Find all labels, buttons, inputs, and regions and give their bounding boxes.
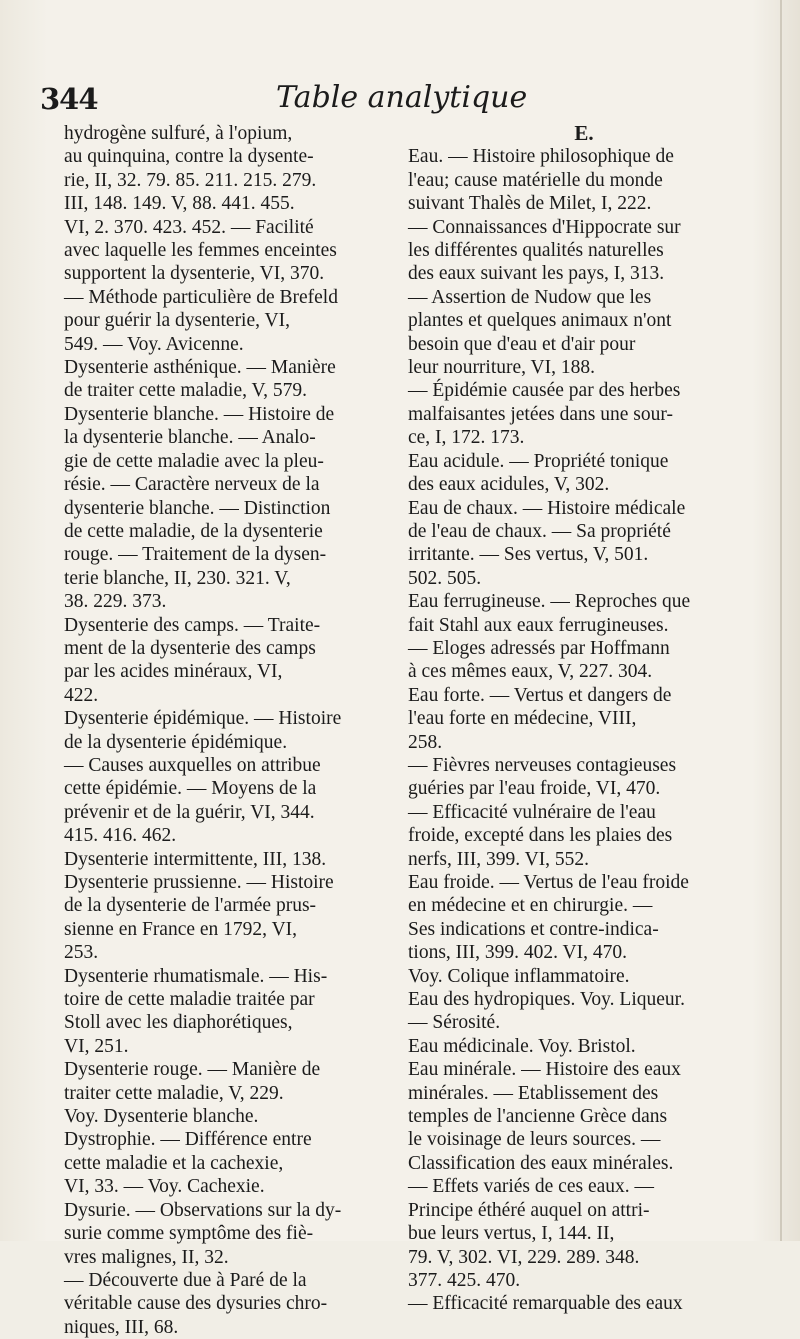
index-entry: [64, 1199, 398, 1339]
entry-line: Eau médicinale. Voy. Bristol.: [408, 1035, 636, 1057]
index-entry: [408, 590, 760, 684]
entry-line: tions, III, 399. 402. VI, 470.: [408, 942, 628, 964]
entry-line: rouge. — Traitement de la dysen-: [64, 544, 327, 566]
entry-line: le voisinage de leurs sources. —: [408, 1129, 661, 1151]
entry-line: rie, II, 32. 79. 85. 211. 215. 279.: [64, 169, 317, 191]
entry-line: supportent la dysenterie, VI, 370.: [64, 263, 325, 285]
entry-line: Principe éthéré auquel on attri-: [408, 1199, 650, 1221]
entry-line: 253.: [64, 942, 99, 964]
index-entry: [64, 356, 398, 403]
entry-line: besoin que d'eau et d'air pour: [408, 333, 636, 355]
entry-line: — Assertion de Nudow que les: [408, 286, 652, 308]
entry-line: — Épidémie causée par des herbes: [408, 380, 681, 402]
entry-line: Classification des eaux minérales.: [408, 1152, 674, 1174]
entry-line: — Eloges adressés par Hoffmann: [408, 637, 670, 659]
entry-line: VI, 33. — Voy. Cachexie.: [64, 1176, 265, 1198]
entry-line: ce, I, 172. 173.: [408, 427, 525, 449]
entry-line: les différentes qualités naturelles: [408, 240, 664, 262]
page-header: [40, 80, 760, 124]
entry-line: 502. 505.: [408, 567, 482, 589]
entry-line: résie. — Caractère nerveux de la: [64, 474, 320, 496]
entry-line: Dysenterie des camps. — Traite-: [64, 614, 321, 636]
entry-line: temples de l'ancienne Grèce dans: [408, 1106, 668, 1128]
entry-line: — Méthode particulière de Brefeld: [64, 286, 338, 308]
entry-line: Dysenterie rhumatismale. — His-: [64, 965, 328, 987]
entry-line: Eau ferrugineuse. — Reproches que: [408, 591, 691, 613]
entry-line: Eau. — Histoire philosophique de: [408, 146, 674, 168]
index-entry: [64, 1058, 398, 1128]
index-entry: [64, 122, 398, 356]
entry-line: l'eau; cause matérielle du monde: [408, 169, 663, 191]
entry-line: Eau froide. — Vertus de l'eau froide: [408, 872, 689, 893]
entry-line: de cette maladie, de la dysenterie: [64, 520, 323, 542]
entry-line: gie de cette maladie avec la pleu-: [64, 450, 324, 472]
index-entry: [64, 871, 398, 965]
index-entry: [408, 1058, 760, 1315]
entry-line: prévenir et de la guérir, VI, 344.: [64, 801, 315, 823]
entry-line: 415. 416. 462.: [64, 825, 177, 847]
entry-line: la dysenterie blanche. — Analo-: [64, 427, 316, 449]
entry-line: des eaux acidules, V, 302.: [408, 474, 610, 496]
entry-line: minérales. — Etablissement des: [408, 1082, 659, 1104]
index-entry: [64, 848, 398, 871]
entry-line: Eau forte. — Vertus et dangers de: [408, 684, 672, 706]
right-column: [408, 122, 760, 1316]
entry-line: fait Stahl aux eaux ferrugineuses.: [408, 614, 669, 636]
entry-line: froide, excepté dans les plaies des: [408, 825, 673, 847]
entry-line: Dysenterie asthénique. — Manière: [64, 357, 336, 379]
index-entry: [64, 614, 398, 708]
entry-line: 38. 229. 373.: [64, 591, 167, 613]
entry-line: en médecine et en chirurgie. —: [408, 895, 653, 917]
entry-line: vres malignes, II, 32.: [64, 1246, 229, 1268]
entry-line: Eau minérale. — Histoire des eaux: [408, 1059, 681, 1081]
page-edge: [780, 0, 782, 1241]
entry-line: surie comme symptôme des fiè-: [64, 1223, 314, 1245]
entry-line: Dysenterie prussienne. — Histoire: [64, 872, 334, 893]
entry-line: irritante. — Ses vertus, V, 501.: [408, 544, 649, 566]
entry-line: — Sérosité.: [408, 1012, 501, 1034]
entry-line: Eau des hydropiques. Voy. Liqueur.: [408, 989, 685, 1011]
index-entry: [408, 988, 760, 1035]
entry-line: guéries par l'eau froide, VI, 470.: [408, 778, 661, 800]
entry-line: avec laquelle les femmes enceintes: [64, 240, 337, 262]
entry-line: nerfs, III, 399. VI, 552.: [408, 848, 590, 870]
entry-line: Dysenterie rouge. — Manière de: [64, 1059, 321, 1081]
entry-line: leur nourriture, VI, 188.: [408, 357, 596, 379]
entry-line: Stoll avec les diaphorétiques,: [64, 1012, 293, 1034]
index-entry: [64, 965, 398, 1059]
entry-line: 377. 425. 470.: [408, 1269, 521, 1291]
entry-line: — Efficacité remarquable des eaux: [408, 1293, 683, 1315]
entry-line: au quinquina, contre la dysente-: [64, 146, 314, 168]
running-title: Table analytique: [276, 80, 528, 115]
entry-line: de l'eau de chaux. — Sa propriété: [408, 520, 671, 542]
entry-line: pour guérir la dysenterie, VI,: [64, 310, 290, 332]
entry-line: — Effets variés de ces eaux. —: [408, 1176, 655, 1198]
entry-line: niques, III, 68.: [64, 1316, 179, 1338]
entry-line: cette épidémie. — Moyens de la: [64, 778, 317, 800]
entry-line: l'eau forte en médecine, VIII,: [408, 708, 637, 730]
entry-line: — Causes auxquelles on attribue: [64, 754, 321, 776]
index-entry: [408, 145, 760, 449]
entry-line: de traiter cette maladie, V, 579.: [64, 380, 307, 402]
entry-line: VI, 2. 370. 423. 452. — Facilité: [64, 216, 314, 238]
entry-line: cette maladie et la cachexie,: [64, 1152, 284, 1174]
entry-line: — Connaissances d'Hippocrate sur: [408, 216, 681, 238]
entry-line: Voy. Dysenterie blanche.: [64, 1106, 259, 1128]
entry-line: traiter cette maladie, V, 229.: [64, 1082, 284, 1104]
entry-line: — Efficacité vulnéraire de l'eau: [408, 801, 656, 823]
index-entry: [64, 403, 398, 614]
entry-line: Voy. Colique inflammatoire.: [408, 965, 630, 987]
entry-line: Dysenterie blanche. — Histoire de: [64, 403, 335, 425]
entry-line: véritable cause des dysuries chro-: [64, 1293, 328, 1315]
entry-line: par les acides minéraux, VI,: [64, 661, 283, 683]
entry-line: bue leurs vertus, I, 144. II,: [408, 1223, 615, 1245]
page-number: 344: [40, 82, 98, 116]
entry-line: terie blanche, II, 230. 321. V,: [64, 567, 291, 589]
entry-line: plantes et quelques animaux n'ont: [408, 310, 672, 332]
entry-line: 422.: [64, 684, 99, 706]
index-entry: [64, 707, 398, 847]
entry-line: toire de cette maladie traitée par: [64, 989, 315, 1011]
index-entry: [64, 1128, 398, 1198]
entry-line: malfaisantes jetées dans une sour-: [408, 403, 673, 425]
entry-line: suivant Thalès de Milet, I, 222.: [408, 193, 652, 215]
entry-line: de la dysenterie de l'armée prus-: [64, 895, 317, 917]
entry-line: dysenterie blanche. — Distinction: [64, 497, 331, 519]
index-entry: [408, 1035, 760, 1058]
entry-line: VI, 251.: [64, 1035, 129, 1057]
entry-line: de la dysenterie épidémique.: [64, 731, 288, 753]
index-entry: [408, 497, 760, 591]
left-column: [64, 122, 398, 1339]
entry-line: sienne en France en 1792, VI,: [64, 918, 298, 940]
entry-line: Eau de chaux. — Histoire médicale: [408, 497, 686, 519]
entry-line: — Découverte due à Paré de la: [64, 1269, 307, 1291]
index-entry: [408, 684, 760, 871]
section-letter: E.: [574, 121, 594, 145]
entry-line: — Fièvres nerveuses contagieuses: [408, 754, 677, 776]
entry-line: 549. — Voy. Avicenne.: [64, 333, 244, 355]
entry-line: III, 148. 149. V, 88. 441. 455.: [64, 193, 295, 215]
entry-line: Ses indications et contre-indica-: [408, 918, 659, 940]
entry-line: Dysenterie intermittente, III, 138.: [64, 848, 327, 870]
index-entry: [408, 871, 760, 988]
entry-line: Dysenterie épidémique. — Histoire: [64, 708, 342, 730]
entry-line: Dystrophie. — Différence entre: [64, 1129, 312, 1151]
entry-line: 79. V, 302. VI, 229. 289. 348.: [408, 1246, 640, 1268]
entry-line: à ces mêmes eaux, V, 227. 304.: [408, 661, 653, 683]
entry-line: ment de la dysenterie des camps: [64, 637, 316, 659]
entry-line: Eau acidule. — Propriété tonique: [408, 450, 669, 472]
entry-line: Dysurie. — Observations sur la dy-: [64, 1199, 342, 1221]
index-entry: [408, 450, 760, 497]
entry-line: des eaux suivant les pays, I, 313.: [408, 263, 665, 285]
entry-line: 258.: [408, 731, 443, 753]
entry-line: hydrogène sulfuré, à l'opium,: [64, 123, 293, 144]
